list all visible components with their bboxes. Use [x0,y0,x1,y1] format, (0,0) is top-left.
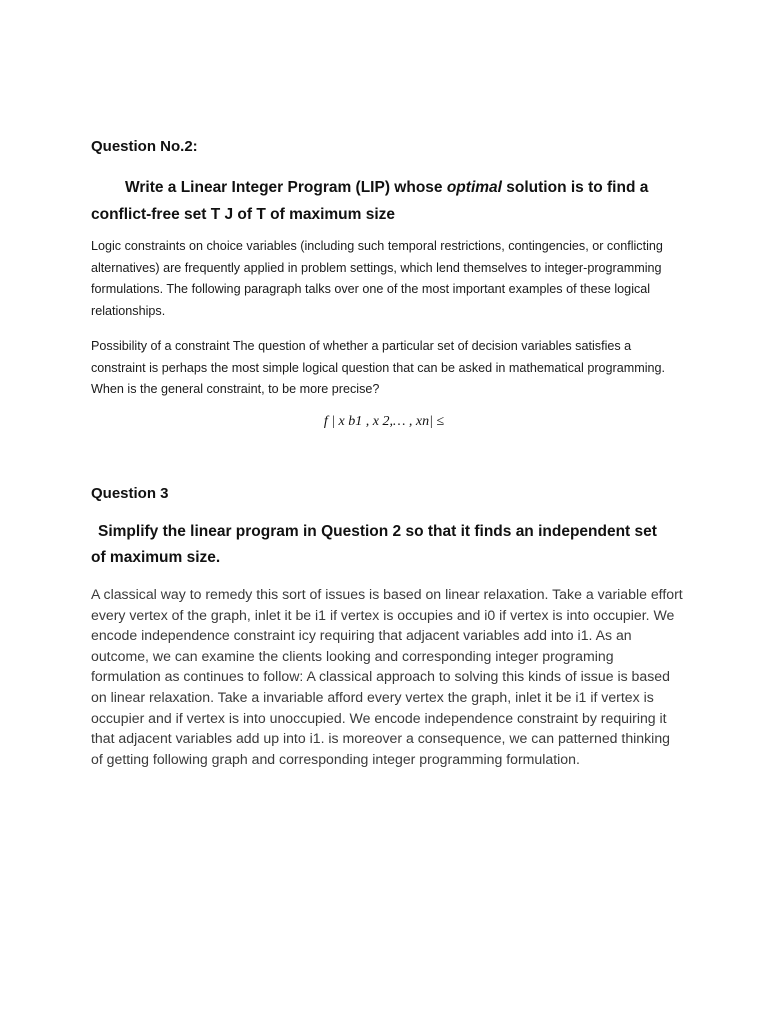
question-2-title: Question No.2: [91,138,198,155]
question-2-prompt [91,174,672,228]
question-2-paragraph-2: Possibility of a constraint The question of whether a particular set of decision variables satisfies a constraint is perhaps the most simple logical question that can be asked in mathematical programming. When is the general constraint, to be more precise? [91,339,666,396]
question-3-paragraph: A classical way to remedy this sort of issues is based on linear relaxation. Take a variable effort every vertex of the graph, inlet it be i1 if vertex is occupies and i0 if vertex is into occupier. We encode independence constraint icy requiring that adjacent variables add into i1. As an outcome, we can examine the clients looking and corresponding integer programing formulation as continues to follow: A classical approach to solving this kinds of issue is based on linear relaxation. Take a invariable afford every vertex the graph, inlet it be i1 if vertex is occupier and if vertex is into unoccupied. We encode independence constraint by requiring it that adjacent variables add up into i1. is moreover a consequence, we can patterned thinking of getting following graph and corresponding integer programming formulation. [91,586,683,767]
question-2-prompt-start: Write a Linear Integer Program (LIP) whose [125,179,447,196]
constraint-formula: f | x b1 , x 2,… , xn| ≤ [323,414,445,429]
question-2-paragraph-1: Logic constraints on choice variables (including such temporal restrictions, contingencies, or conflicting alternatives) are frequently applied in problem settings, which lend themselves to integer-programming formulations. The following paragraph talks over one of the most important examples of these logical relationships. [91,239,663,318]
question-2-prompt-emphasis: optimal [446,179,502,196]
question-2-prompt-end: solution is to find a conflict-free set T J of T of maximum size [91,179,649,223]
question-3-prompt: Simplify the linear program in Question 2 so that it finds an independent set of maximum size. [91,523,657,566]
question-3-title: Question 3 [91,485,169,502]
